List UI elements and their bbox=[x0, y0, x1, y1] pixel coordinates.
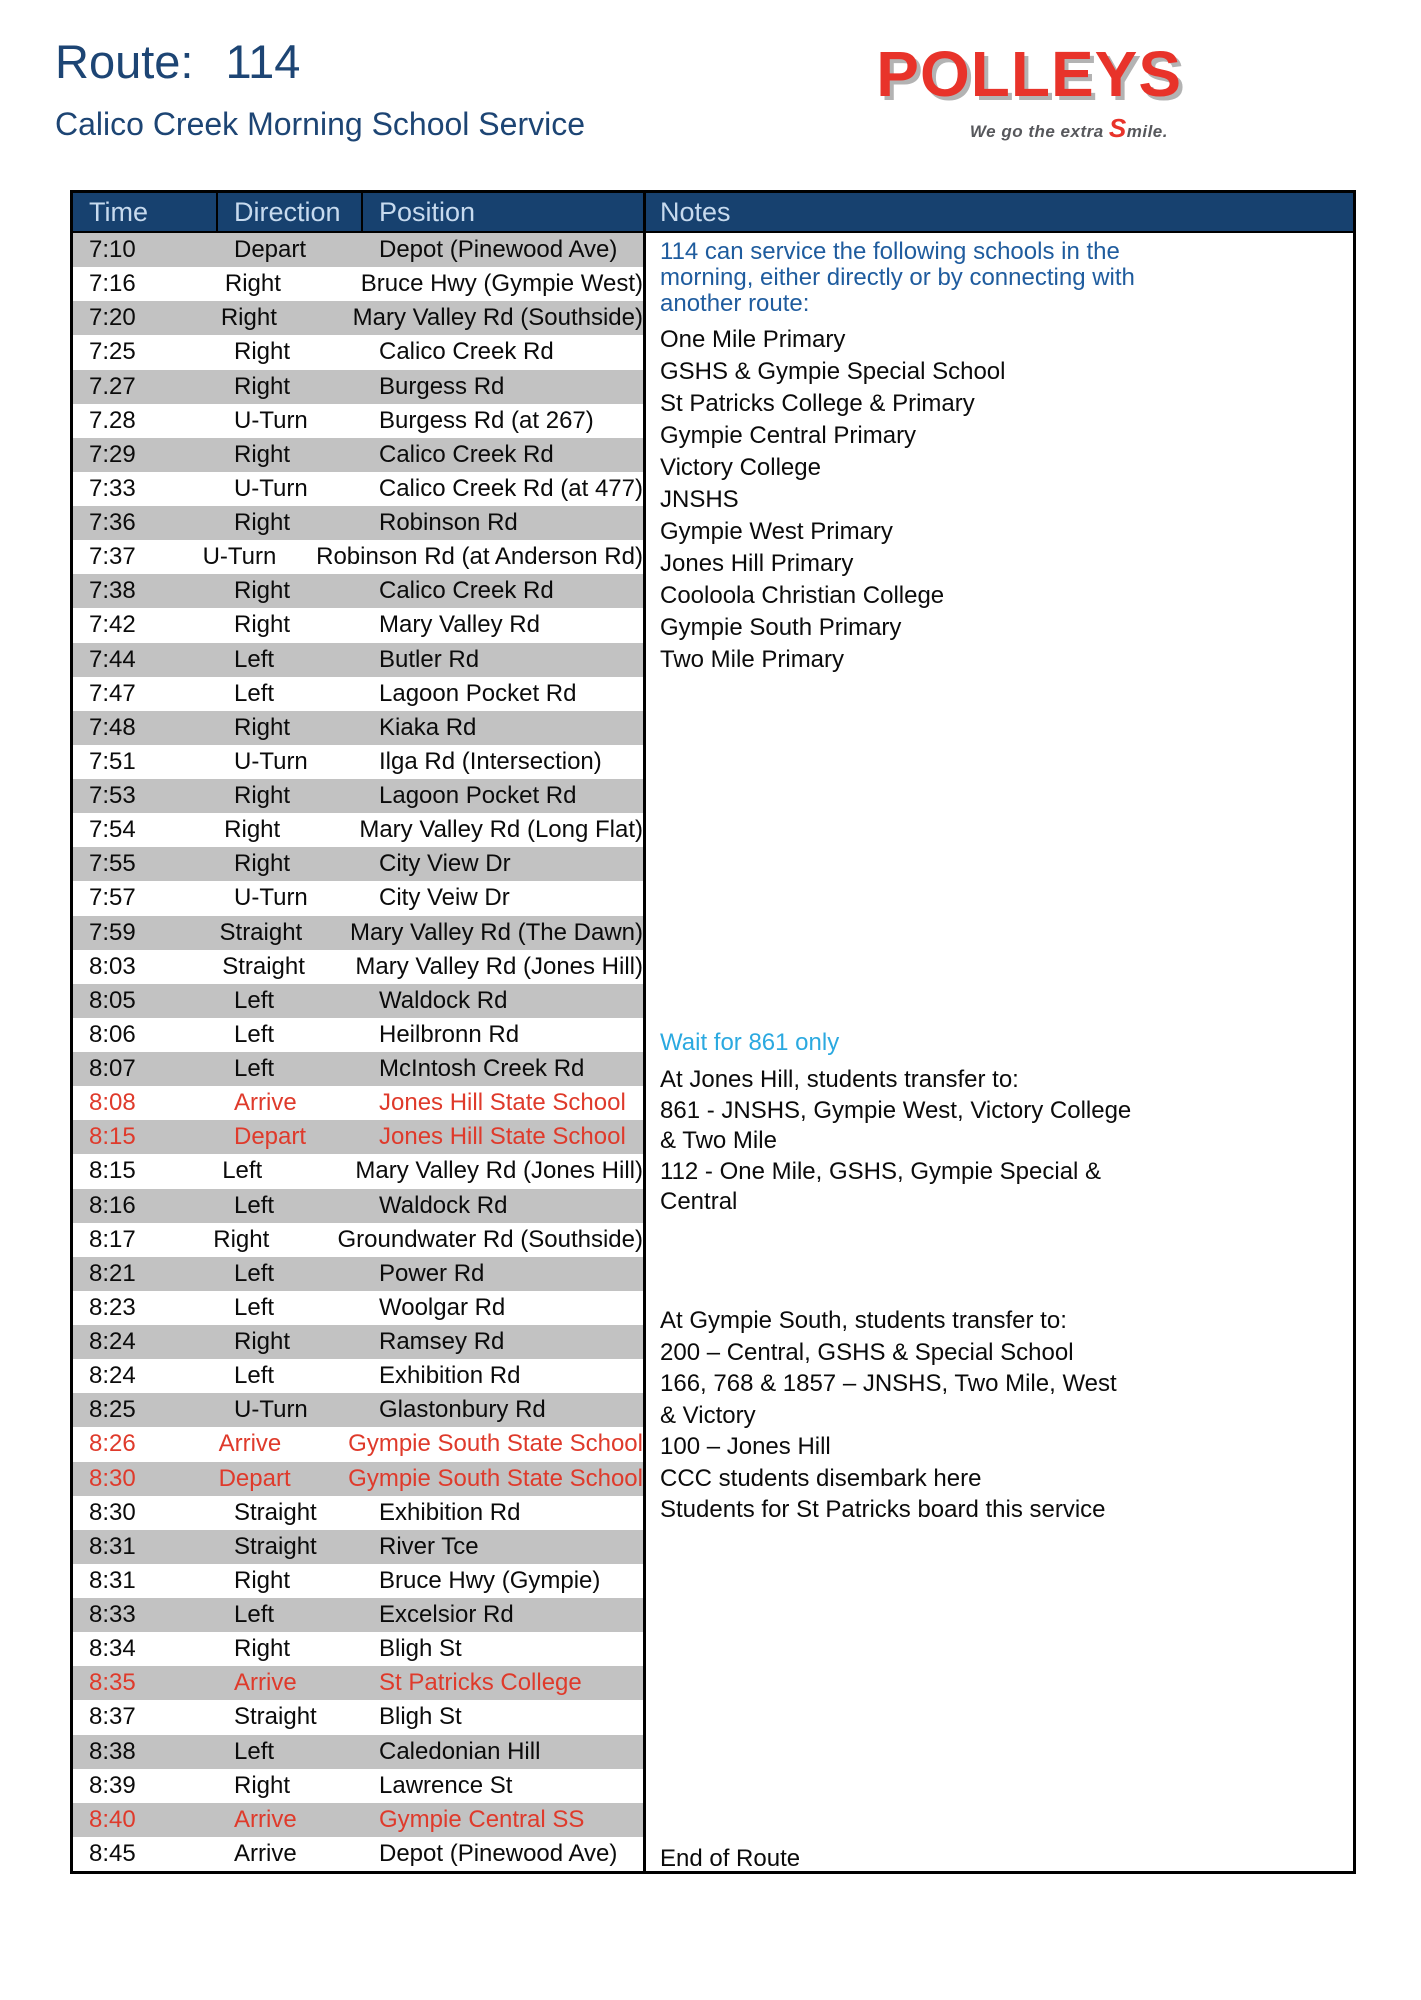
cell-time: 7:25 bbox=[89, 338, 136, 366]
cell-time: 7:33 bbox=[89, 474, 136, 502]
cell-direction: Right bbox=[234, 713, 291, 741]
cell-time: 7:36 bbox=[89, 509, 136, 537]
cell-position: Burgess Rd bbox=[379, 372, 505, 400]
cell-direction: U-Turn bbox=[233, 474, 308, 502]
cell-direction: Left bbox=[222, 1157, 263, 1185]
timetable-row bbox=[73, 847, 643, 881]
cell-direction: Left bbox=[234, 1191, 275, 1219]
cell-direction: Right bbox=[234, 440, 291, 468]
cell-time: 8:15 bbox=[89, 1157, 136, 1185]
timetable-row bbox=[73, 779, 643, 813]
note-line: At Gympie South, students transfer to: bbox=[660, 1307, 1067, 1334]
timetable-row bbox=[73, 438, 643, 472]
cell-time: 7:47 bbox=[89, 679, 136, 707]
timetable-row bbox=[73, 1325, 643, 1359]
note-end-of-route-text: End of Route bbox=[660, 1845, 801, 1872]
cell-direction: Right bbox=[234, 577, 291, 605]
note-line: another route: bbox=[660, 290, 810, 317]
cell-time: 8:30 bbox=[89, 1464, 136, 1492]
cell-direction: Arrive bbox=[218, 1430, 282, 1458]
cell-position: Jones Hill State School bbox=[379, 1089, 626, 1117]
cell-position: Depot (Pinewood Ave) bbox=[379, 236, 618, 264]
cell-direction: Right bbox=[224, 270, 281, 298]
cell-time: 7:53 bbox=[89, 782, 136, 810]
cell-direction: Depart bbox=[234, 236, 307, 264]
timetable-row bbox=[73, 1769, 643, 1803]
cell-direction: Right bbox=[234, 509, 291, 537]
cell-position: Mary Valley Rd (Long Flat) bbox=[359, 816, 643, 844]
cell-position: Exhibition Rd bbox=[379, 1498, 521, 1526]
cell-position: Gympie South State School bbox=[348, 1430, 643, 1458]
cell-time: 8:16 bbox=[89, 1191, 136, 1219]
timetable-row bbox=[73, 1462, 643, 1496]
cell-direction: Arrive bbox=[234, 1669, 297, 1697]
cell-direction: U-Turn bbox=[234, 1396, 308, 1424]
timetable-row bbox=[73, 881, 643, 915]
timetable-left-columns bbox=[73, 193, 643, 1871]
timetable-row bbox=[73, 984, 643, 1018]
page-title bbox=[55, 34, 300, 89]
cell-direction: Straight bbox=[219, 918, 303, 946]
timetable-row bbox=[73, 950, 643, 984]
timetable-row bbox=[73, 1223, 643, 1257]
cell-position: Bruce Hwy (Gympie) bbox=[379, 1566, 601, 1594]
cell-direction: Right bbox=[234, 372, 291, 400]
cell-position: Waldock Rd bbox=[379, 986, 508, 1014]
cell-time: 8:30 bbox=[89, 1498, 136, 1526]
cell-time: 8:39 bbox=[89, 1771, 136, 1799]
timetable-row bbox=[73, 233, 643, 267]
timetable-header-row bbox=[73, 193, 643, 233]
cell-direction: U-Turn bbox=[234, 747, 308, 775]
timetable-row bbox=[73, 1632, 643, 1666]
cell-direction: Straight bbox=[234, 1532, 317, 1560]
cell-position: Ilga Rd (Intersection) bbox=[379, 747, 602, 775]
timetable-row bbox=[73, 1598, 643, 1632]
timetable-row bbox=[73, 574, 643, 608]
col-header-direction: Direction bbox=[218, 193, 363, 231]
cell-position: Excelsior Rd bbox=[379, 1601, 514, 1629]
cell-position: Heilbronn Rd bbox=[379, 1020, 520, 1048]
cell-position: St Patricks College bbox=[379, 1669, 582, 1697]
cell-direction: Right bbox=[234, 1328, 291, 1356]
note-schools-list bbox=[660, 324, 1345, 676]
cell-time: 7:29 bbox=[89, 440, 136, 468]
cell-time: 8:05 bbox=[89, 986, 136, 1014]
timetable-row bbox=[73, 1496, 643, 1530]
cell-direction: Left bbox=[234, 1362, 275, 1390]
note-line: 112 - One Mile, GSHS, Gympie Special & bbox=[660, 1157, 1102, 1185]
cell-position: Woolgar Rd bbox=[379, 1293, 506, 1321]
cell-time: 8:24 bbox=[89, 1328, 136, 1356]
cell-direction: Right bbox=[224, 816, 281, 844]
cell-direction: Straight bbox=[222, 952, 305, 980]
cell-position: Mary Valley Rd bbox=[379, 611, 540, 639]
col-header-time: Time bbox=[73, 193, 218, 231]
cell-time: 8:07 bbox=[89, 1055, 136, 1083]
cell-time: 8:26 bbox=[89, 1430, 136, 1458]
cell-direction: Left bbox=[234, 1259, 275, 1287]
cell-position: Bligh St bbox=[379, 1635, 462, 1663]
cell-position: Mary Valley Rd (Southside) bbox=[352, 304, 643, 332]
cell-position: Exhibition Rd bbox=[379, 1362, 521, 1390]
cell-position: Mary Valley Rd (The Dawn) bbox=[350, 918, 643, 946]
timetable-row bbox=[73, 1837, 643, 1871]
timetable-row bbox=[73, 1154, 643, 1188]
note-line: 100 – Jones Hill bbox=[660, 1433, 831, 1460]
note-line: One Mile Primary bbox=[660, 326, 846, 353]
cell-time: 7:48 bbox=[89, 713, 136, 741]
timetable-row bbox=[73, 1018, 643, 1052]
note-line: Victory College bbox=[660, 454, 821, 481]
cell-time: 8:33 bbox=[89, 1601, 136, 1629]
cell-direction: Arrive bbox=[234, 1089, 297, 1117]
timetable-row bbox=[73, 1803, 643, 1837]
cell-time: 7:16 bbox=[89, 270, 136, 298]
cell-direction: Right bbox=[234, 1771, 291, 1799]
cell-position: Burgess Rd (at 267) bbox=[379, 406, 594, 434]
timetable-row bbox=[73, 1120, 643, 1154]
timetable-row bbox=[73, 643, 643, 677]
cell-position: River Tce bbox=[379, 1532, 479, 1560]
cell-position: Ramsey Rd bbox=[379, 1328, 505, 1356]
cell-position: Lagoon Pocket Rd bbox=[379, 679, 577, 707]
cell-position: Butler Rd bbox=[379, 645, 480, 673]
cell-position: Waldock Rd bbox=[379, 1191, 508, 1219]
note-end-of-route bbox=[660, 1845, 1345, 1873]
cell-time: 7:37 bbox=[89, 543, 136, 571]
note-wait-861 bbox=[660, 1029, 1345, 1057]
cell-time: 7:44 bbox=[89, 645, 136, 673]
note-schools-serviced bbox=[660, 239, 1345, 676]
cell-direction: U-Turn bbox=[202, 543, 277, 571]
cell-position: McIntosh Creek Rd bbox=[379, 1055, 585, 1083]
cell-position: Robinson Rd bbox=[379, 509, 518, 537]
cell-time: 8:08 bbox=[89, 1089, 136, 1117]
note-line: 166, 768 & 1857 – JNSHS, Two Mile, West bbox=[660, 1370, 1117, 1397]
cell-direction: Left bbox=[234, 645, 275, 673]
cell-direction: Depart bbox=[218, 1464, 291, 1492]
timetable bbox=[70, 190, 1356, 1874]
note-line: & Victory bbox=[660, 1401, 756, 1429]
brand-wordmark: POLLEYS bbox=[876, 38, 1182, 110]
cell-position: Calico Creek Rd bbox=[379, 440, 554, 468]
cell-time: 8:23 bbox=[89, 1293, 136, 1321]
cell-time: 7.28 bbox=[89, 406, 136, 434]
cell-position: Gympie Central SS bbox=[379, 1805, 585, 1833]
notes-column bbox=[643, 193, 1353, 1871]
cell-direction: Arrive bbox=[234, 1839, 297, 1867]
cell-direction: Right bbox=[234, 850, 291, 878]
timetable-row bbox=[73, 745, 643, 779]
timetable-row bbox=[73, 1189, 643, 1223]
route-number: 114 bbox=[225, 35, 301, 88]
timetable-row bbox=[73, 1359, 643, 1393]
col-header-notes: Notes bbox=[646, 193, 1353, 233]
cell-direction: Left bbox=[234, 1020, 275, 1048]
cell-position: Calico Creek Rd (at 477) bbox=[378, 474, 643, 502]
note-wait-861-text: Wait for 861 only bbox=[660, 1029, 840, 1056]
cell-time: 8:38 bbox=[89, 1737, 136, 1765]
cell-direction: Depart bbox=[234, 1123, 307, 1151]
note-line: St Patricks College & Primary bbox=[660, 390, 975, 417]
cell-direction: Straight bbox=[234, 1703, 317, 1731]
cell-direction: Right bbox=[213, 1225, 270, 1253]
timetable-row bbox=[73, 1291, 643, 1325]
cell-time: 8:06 bbox=[89, 1020, 136, 1048]
cell-position: City Veiw Dr bbox=[379, 884, 510, 912]
cell-time: 8:31 bbox=[89, 1566, 136, 1594]
tagline-stylized-s: S bbox=[1108, 113, 1127, 143]
timetable-row bbox=[73, 267, 643, 301]
timetable-row bbox=[73, 301, 643, 335]
cell-direction: U-Turn bbox=[234, 406, 308, 434]
timetable-row bbox=[73, 608, 643, 642]
cell-direction: Left bbox=[234, 1293, 275, 1321]
cell-position: Lawrence St bbox=[379, 1771, 513, 1799]
note-line: CCC students disembark here bbox=[660, 1464, 982, 1492]
cell-time: 8:31 bbox=[89, 1532, 136, 1560]
cell-direction: Left bbox=[234, 1601, 275, 1629]
cell-time: 7:42 bbox=[89, 611, 136, 639]
brand-tagline bbox=[846, 115, 1182, 142]
timetable-row bbox=[73, 916, 643, 950]
timetable-row bbox=[73, 1393, 643, 1427]
timetable-row bbox=[73, 711, 643, 745]
timetable-row bbox=[73, 472, 643, 506]
cell-direction: Arrive bbox=[234, 1805, 297, 1833]
cell-position: Kiaka Rd bbox=[379, 713, 477, 741]
cell-direction: Straight bbox=[234, 1498, 317, 1526]
cell-position: Bligh St bbox=[379, 1703, 462, 1731]
timetable-rows bbox=[73, 233, 643, 1871]
tagline-suffix: mile. bbox=[1126, 122, 1168, 141]
timetable-row bbox=[73, 1666, 643, 1700]
cell-time: 7.27 bbox=[89, 372, 136, 400]
cell-position: Lagoon Pocket Rd bbox=[379, 782, 577, 810]
timetable-row bbox=[73, 404, 643, 438]
note-line: Cooloola Christian College bbox=[660, 582, 945, 609]
cell-time: 8:45 bbox=[89, 1839, 136, 1867]
cell-position: Power Rd bbox=[379, 1259, 485, 1287]
cell-direction: U-Turn bbox=[234, 884, 308, 912]
cell-direction: Right bbox=[234, 338, 291, 366]
cell-position: Calico Creek Rd bbox=[379, 338, 554, 366]
cell-position: Groundwater Rd (Southside) bbox=[337, 1225, 643, 1253]
polleys-logo bbox=[846, 38, 1182, 143]
cell-direction: Right bbox=[234, 611, 291, 639]
cell-direction: Right bbox=[220, 304, 277, 332]
cell-time: 8:35 bbox=[89, 1669, 136, 1697]
cell-position: Glastonbury Rd bbox=[379, 1396, 546, 1424]
note-line: At Jones Hill, students transfer to: bbox=[660, 1066, 1019, 1093]
cell-time: 8:25 bbox=[89, 1396, 136, 1424]
cell-direction: Right bbox=[234, 1566, 291, 1594]
cell-time: 8:03 bbox=[89, 952, 136, 980]
timetable-row bbox=[73, 1052, 643, 1086]
timetable-row bbox=[73, 370, 643, 404]
note-line: & Two Mile bbox=[660, 1127, 777, 1154]
cell-direction: Right bbox=[234, 1635, 291, 1663]
cell-time: 7:51 bbox=[89, 747, 136, 775]
cell-position: City View Dr bbox=[379, 850, 511, 878]
service-subtitle: Calico Creek Morning School Service bbox=[55, 106, 585, 142]
note-line: Gympie Central Primary bbox=[660, 422, 917, 449]
timetable-row bbox=[73, 813, 643, 847]
tagline-prefix: We go the extra bbox=[969, 122, 1109, 141]
note-line: Students for St Patricks board this service bbox=[660, 1496, 1106, 1523]
route-label: Route: bbox=[55, 35, 194, 88]
cell-time: 8:24 bbox=[89, 1362, 136, 1390]
timetable-row bbox=[73, 1427, 643, 1461]
timetable-row bbox=[73, 1257, 643, 1291]
cell-time: 7:10 bbox=[89, 236, 136, 264]
note-line: GSHS & Gympie Special School bbox=[660, 358, 1006, 385]
cell-position: Robinson Rd (at Anderson Rd) bbox=[316, 543, 643, 571]
note-gympie-south-transfers bbox=[660, 1305, 1345, 1526]
note-line: JNSHS bbox=[660, 486, 739, 513]
cell-position: Jones Hill State School bbox=[379, 1123, 626, 1151]
cell-time: 7:59 bbox=[89, 918, 136, 946]
timetable-row bbox=[73, 1564, 643, 1598]
cell-time: 8:15 bbox=[89, 1123, 136, 1151]
note-schools-intro bbox=[660, 239, 1345, 317]
note-line: Two Mile Primary bbox=[660, 646, 845, 673]
cell-direction: Left bbox=[234, 986, 275, 1014]
note-jones-hill-transfers bbox=[660, 1065, 1345, 1218]
cell-time: 8:17 bbox=[89, 1225, 136, 1253]
timetable-row bbox=[73, 677, 643, 711]
cell-time: 8:37 bbox=[89, 1703, 136, 1731]
cell-direction: Left bbox=[234, 1737, 275, 1765]
cell-position: Caledonian Hill bbox=[379, 1737, 541, 1765]
cell-time: 7:57 bbox=[89, 884, 136, 912]
cell-position: Depot (Pinewood Ave) bbox=[379, 1839, 618, 1867]
timetable-row bbox=[73, 540, 643, 574]
cell-direction: Left bbox=[234, 679, 275, 707]
cell-position: Mary Valley Rd (Jones Hill) bbox=[355, 1157, 643, 1185]
notes-body bbox=[646, 233, 1353, 1871]
cell-time: 7:55 bbox=[89, 850, 136, 878]
cell-direction: Left bbox=[234, 1055, 275, 1083]
timetable-row bbox=[73, 506, 643, 540]
note-line: 200 – Central, GSHS & Special School bbox=[660, 1338, 1074, 1366]
note-line: Central bbox=[660, 1188, 738, 1215]
timetable-row bbox=[73, 1086, 643, 1120]
cell-time: 8:34 bbox=[89, 1635, 136, 1663]
cell-time: 7:20 bbox=[89, 304, 136, 332]
cell-position: Mary Valley Rd (Jones Hill) bbox=[355, 952, 643, 980]
note-line: 114 can service the following schools in the bbox=[660, 238, 1120, 265]
note-line: Gympie West Primary bbox=[660, 518, 893, 545]
note-line: Gympie South Primary bbox=[660, 614, 902, 641]
cell-direction: Right bbox=[234, 782, 291, 810]
cell-time: 7:38 bbox=[89, 577, 136, 605]
cell-position: Gympie South State School bbox=[348, 1464, 643, 1492]
cell-time: 8:40 bbox=[89, 1805, 136, 1833]
timetable-row bbox=[73, 1530, 643, 1564]
cell-position: Bruce Hwy (Gympie West) bbox=[360, 270, 643, 298]
note-line: morning, either directly or by connecting with bbox=[660, 264, 1135, 291]
col-header-position: Position bbox=[379, 196, 476, 227]
note-line: Jones Hill Primary bbox=[660, 550, 854, 577]
timetable-row bbox=[73, 1735, 643, 1769]
note-line: 861 - JNSHS, Gympie West, Victory College bbox=[660, 1096, 1132, 1124]
cell-time: 7:54 bbox=[89, 816, 136, 844]
cell-position: Calico Creek Rd bbox=[379, 577, 554, 605]
timetable-row bbox=[73, 1700, 643, 1734]
timetable-row bbox=[73, 335, 643, 369]
cell-time: 8:21 bbox=[89, 1259, 136, 1287]
